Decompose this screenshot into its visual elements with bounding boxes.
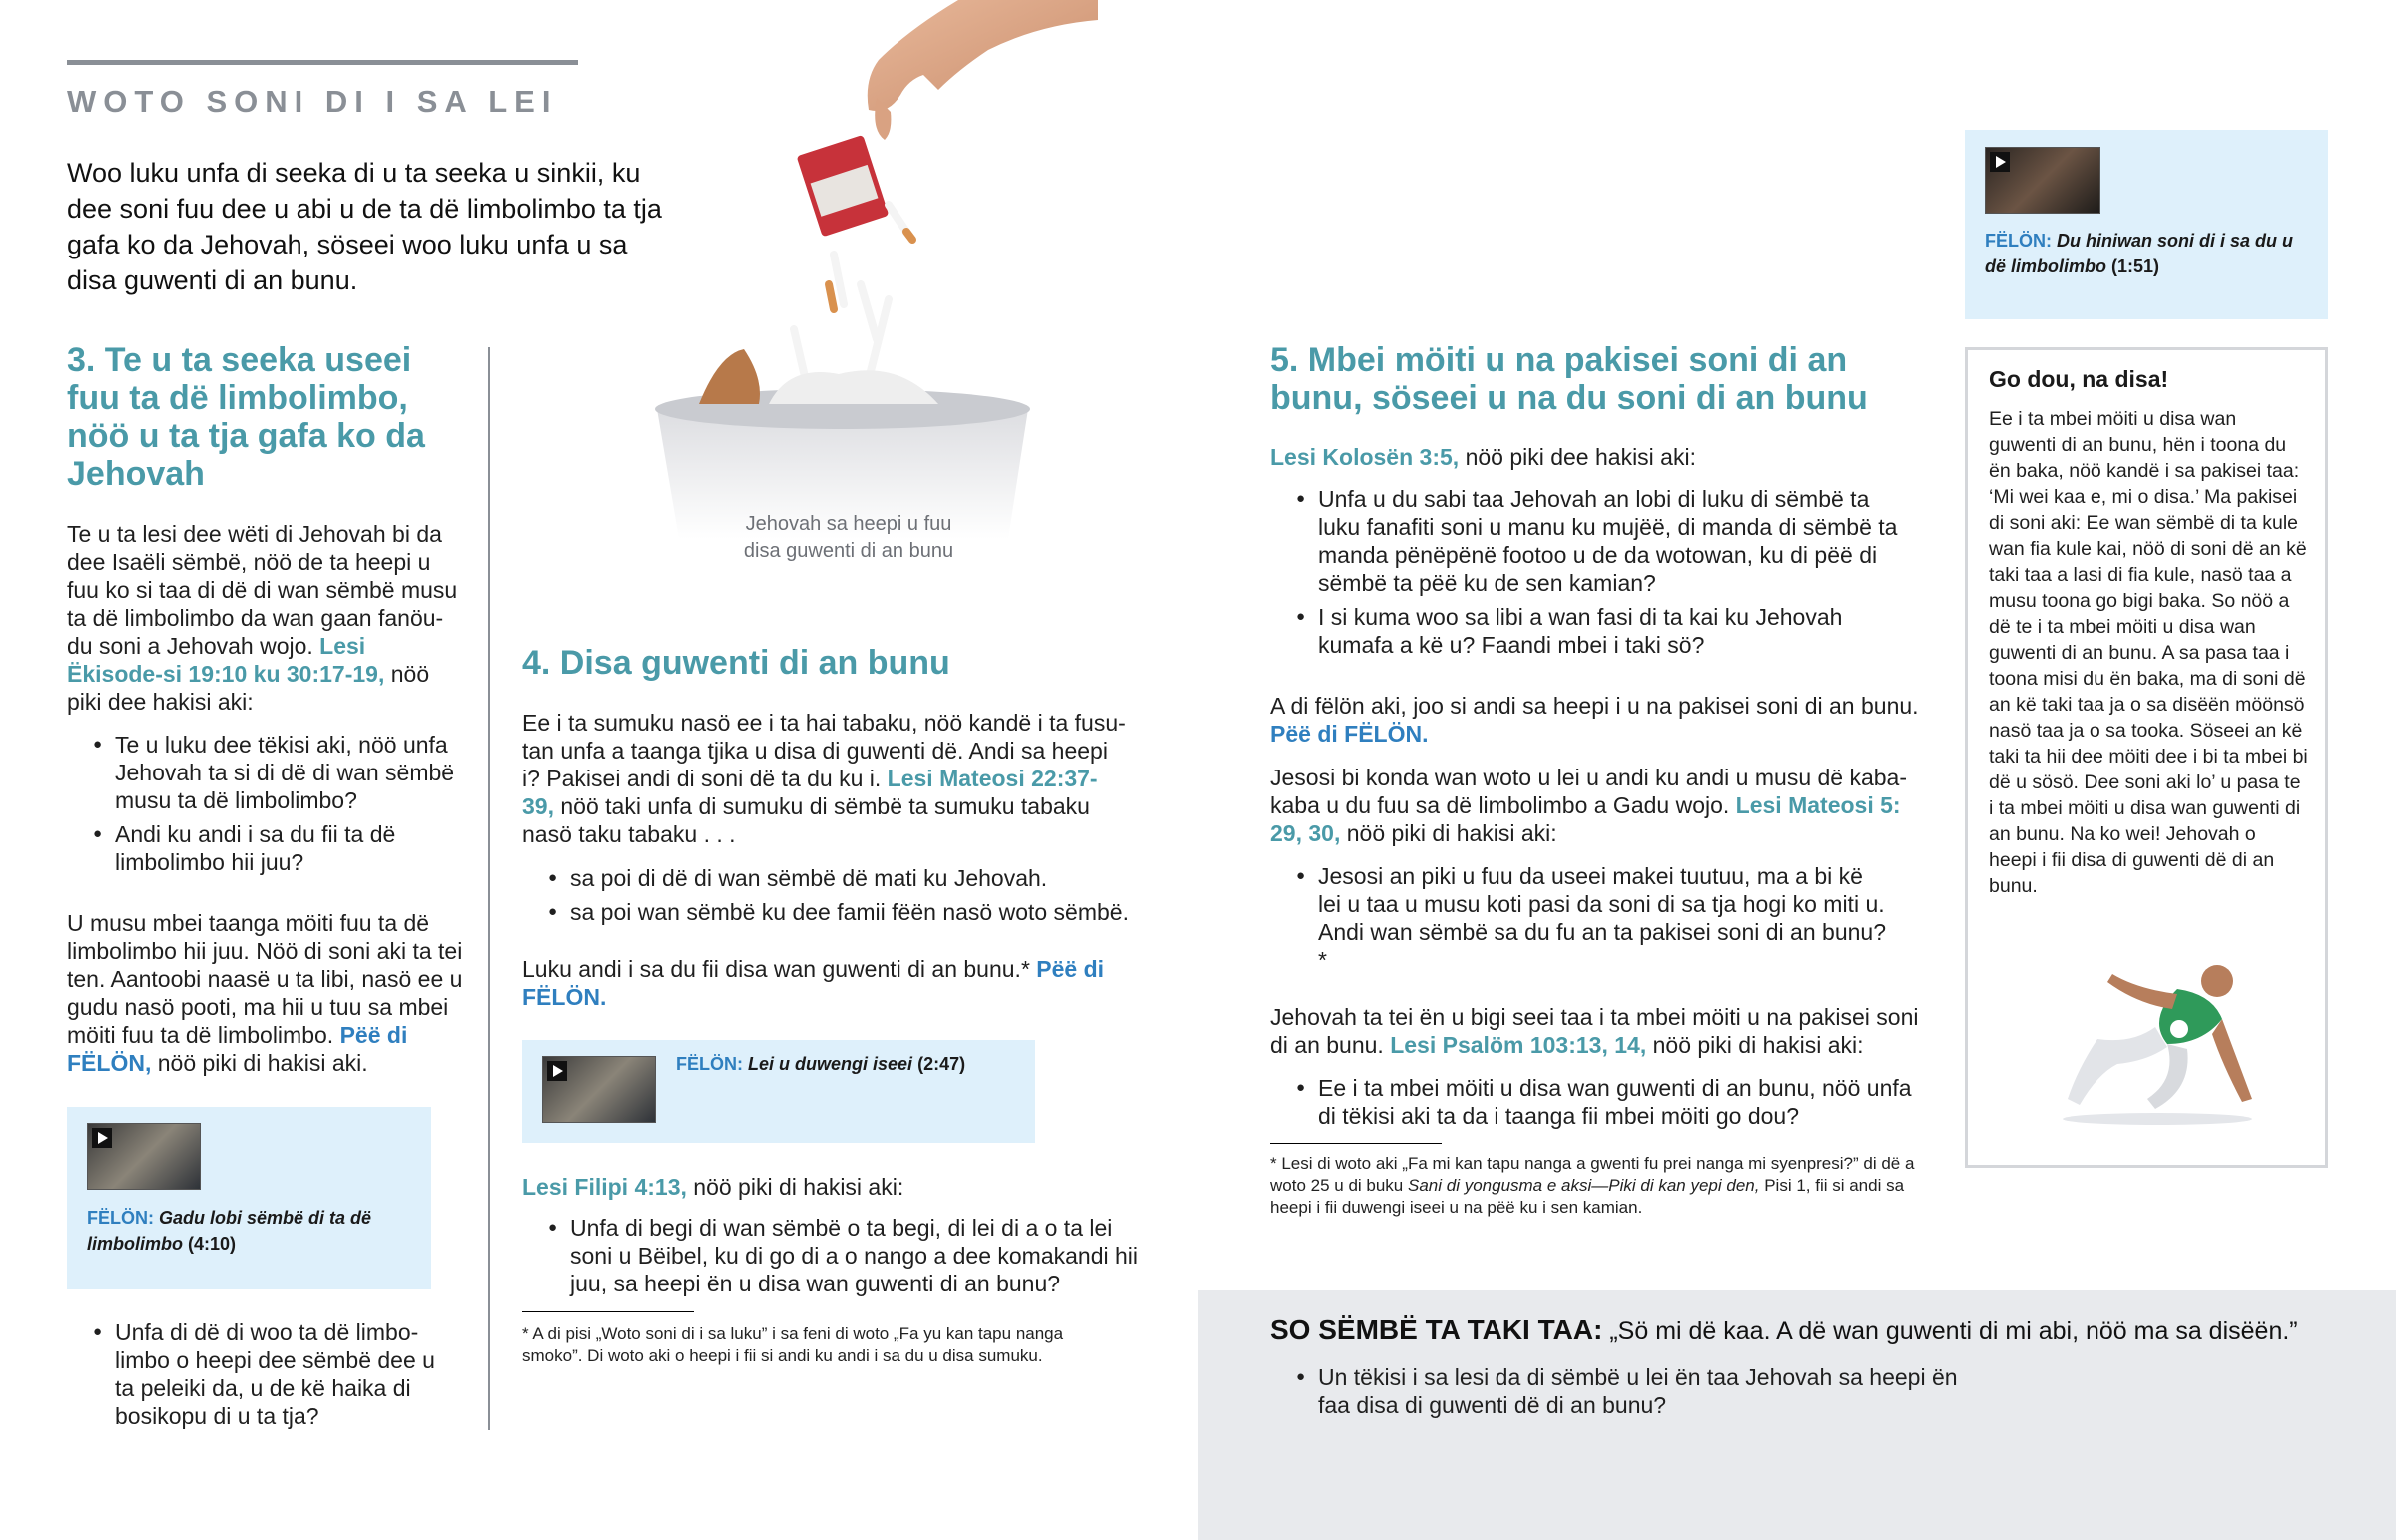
image-caption-line1: Jehovah sa heepi u fuu bbox=[745, 513, 952, 535]
section-3-questions bbox=[67, 731, 466, 882]
section-3-video-caption bbox=[87, 1205, 406, 1257]
section-5-ref-link-3[interactable]: Lesi Psalöm 103:13, 14, bbox=[1390, 1032, 1647, 1058]
section-5-ref1-tail: nöö piki dee hakisi aki: bbox=[1465, 444, 1696, 470]
section-4-question-1: ● sa poi di dë di wan sëmbë dë mati ku Jehovah. bbox=[522, 864, 1141, 892]
section-4-ref-link-2[interactable]: Lesi Filipi 4:13, bbox=[522, 1174, 687, 1200]
section-3-question-3: ● Unfa di dë di woo ta dë limbo-limbo o heepi dee sëmbë dee u ta peleiki da, u de kë haika di bosikopu di u ta tja? bbox=[67, 1318, 436, 1430]
section-3-paragraph-2 bbox=[67, 909, 466, 1077]
section-4-p1-tail: nöö taki unfa di sumuku di sëmbë ta sumuku tabaku nasö taku tabaku . . . bbox=[522, 793, 1090, 847]
section-3-p2: U musu mbei taanga möiti fuu ta dë limbolimbo hii juu. Nöö di soni aki ta tei ten. Aantoobi naasë u ta libi, nasö ee u gudu nasö pooti, ma hii u tuu sa mbei möiti fuu ta dë limbolimbo. bbox=[67, 910, 463, 1048]
sidebar-box bbox=[1965, 347, 2328, 1168]
image-caption-line2: disa guwenti di an bunu bbox=[743, 540, 954, 562]
section-4-ref-link[interactable]: Lesi Mateosi 22:37-39, bbox=[522, 766, 1098, 819]
section-4-video-box[interactable] bbox=[522, 1040, 1035, 1143]
section-4-p3-tail: nöö piki di hakisi aki: bbox=[693, 1174, 904, 1200]
section-5-paragraph-4 bbox=[1270, 1003, 1929, 1059]
runner-illustration bbox=[2028, 949, 2287, 1129]
video-label: FËLÖN: bbox=[87, 1208, 154, 1228]
section-3-video-link[interactable]: Pëë di FËLÖN, bbox=[67, 1022, 408, 1076]
video-label: FËLÖN: bbox=[1985, 231, 2052, 251]
section-3-video-thumbnail[interactable] bbox=[87, 1123, 201, 1190]
section-5-paragraph-2 bbox=[1270, 692, 1929, 748]
section-5-question-2: ● I si kuma woo sa libi a wan fasi di ta kai ku Jehovah kumafa a kë u? Faandi mbei i taki sö? bbox=[1270, 603, 1909, 659]
side-video-box[interactable] bbox=[1965, 130, 2328, 319]
section-5-question-4: ● Ee i ta mbei möiti u disa wan guwenti di an bunu, nöö unfa di tëkisi aki ta da i taanga fii mbei möiti go dou? bbox=[1270, 1074, 1929, 1130]
intro-text: Woo luku unfa di seeka di u ta seeka u sinkii, ku dee soni fuu dee u abi u de ta dë limbolimbo ta tja gafa ko da Jehovah, söseei woo luku unfa u sa disa guwenti di an bunu. bbox=[67, 158, 662, 295]
summary-label: SO SËMBË TA TAKI TAA: bbox=[1270, 1314, 1603, 1345]
section-label: WOTO SONI DI I SA LEI bbox=[67, 84, 558, 119]
section-4-question-2: ● sa poi wan sëmbë ku dee famii fëën nasö woto sëmbë. bbox=[522, 898, 1141, 926]
section-3-video-box[interactable] bbox=[67, 1107, 431, 1289]
section-4-last-question bbox=[522, 1214, 1141, 1303]
image-caption bbox=[699, 511, 998, 565]
section-4-p1: Ee i ta sumuku nasö ee i ta hai tabaku, nöö kandë i ta fusu-tan unfa a taanga tjika u disa di guwenti dë. Andi sa heepi i? Pakisei andi di soni dë ta du ku i. bbox=[522, 710, 1126, 791]
video-time: (1:51) bbox=[2111, 257, 2160, 276]
section-4-questions bbox=[522, 864, 1141, 932]
section-3-question-2: ● Andi ku andi i sa du fii ta dë limbolimbo hii juu? bbox=[67, 820, 466, 876]
summary-questions bbox=[1270, 1363, 1989, 1425]
section-3-last-question bbox=[67, 1318, 436, 1436]
section-5-footnote bbox=[1270, 1153, 1919, 1219]
video-time: (4:10) bbox=[188, 1234, 237, 1254]
section-5-p3: Jesosi bi konda wan woto u lei u andi ku andi u musu dë kaba-kaba u du fuu sa dë limbolimbo a Gadu wojo. bbox=[1270, 765, 1908, 818]
trash-illustration bbox=[639, 0, 1098, 539]
section-5-questions-1 bbox=[1270, 485, 1909, 665]
section-4-footnote: * A di pisi „Woto soni di i sa luku” i sa feni di woto „Fa yu kan tapu nanga smoko”. Di woto aki o heepi i fii si andi ku andi i sa du u disa sumuku. bbox=[522, 1324, 1064, 1365]
video-label: FËLÖN: bbox=[676, 1054, 743, 1074]
section-5-p4: Jehovah ta tei ën u bigi seei taa i ta mbei möiti u na pakisei soni di an bunu. bbox=[1270, 1004, 1919, 1058]
video-title: Lei u duwengi iseei bbox=[748, 1054, 913, 1074]
side-video-caption bbox=[1985, 228, 2314, 279]
video-title: Du hiniwan soni di i sa du u dë limbolimbo bbox=[1985, 231, 2294, 276]
section-4-paragraph bbox=[522, 709, 1126, 848]
play-icon[interactable] bbox=[1990, 152, 2010, 172]
section-3-paragraph bbox=[67, 520, 466, 716]
section-5-footnote-b: Pisi 1, fii si andi sa heepi i fii duwengi iseei u na pëë ku i sen kamian. bbox=[1270, 1176, 1905, 1217]
section-3-p1: Te u ta lesi dee wëti di Jehovah bi da dee Isaëli sëmbë, nöö de ta heepi u fuu ko si taa di dë di wan sëmbë musu ta dë limbolimbo da wan gaan fanöu-du soni a Jehovah wojo. bbox=[67, 521, 458, 659]
sidebar-title: Go dou, na disa! bbox=[1989, 366, 2169, 392]
summary-question: ● Un tëkisi i sa lesi da di sëmbë u lei ën taa Jehovah sa heepi ën faa disa di guwenti dë di an bunu? bbox=[1270, 1363, 1989, 1419]
section-3-question-1: ● Te u luku dee tëkisi aki, nöö unfa Jehovah ta si di dë di wan sëmbë musu ta dë limbolimbo? bbox=[67, 731, 466, 814]
column-divider bbox=[488, 347, 490, 1430]
section-4-footnote-rule bbox=[522, 1311, 694, 1312]
sidebar-text: Ee i ta mbei möiti u disa wan guwenti di an bunu, hën i toona du ën baka, nöö kandë i sa pakisei taa: ‘Mi wei kaa e, mi o disa.’ Ma pakisei di soni aki: Ee wan sëmbë di ta kule wan fia kule kai, nöö di soni dë an kë taki taa a lasi di fia kule, nasö taa a musu toona go bigi baka. So nöö a dë te i ta mbei möiti u disa wan guwenti di an bunu. A sa pasa taa i toona misi du ën baka, ma di soni dë an kë taki taa ja o sa disëën möönsö nasö taa ja o sa tooka. Söseei an kë taki ta hii dee möiti dee i bi ta mbei bi dë u sösö. Dee soni aki lo’ u pasa te i ta mbei möiti u disa wan guwenti di an bunu. Na ko wei! Jehovah o heepi i fii disa di guwenti dë di an bunu. bbox=[1989, 408, 2308, 897]
summary-band bbox=[1198, 1290, 2396, 1540]
section-5-heading: 5. Mbei möiti u na pakisei soni di an bunu, söseei u na du soni di an bunu bbox=[1270, 341, 1868, 417]
side-video-thumbnail[interactable] bbox=[1985, 147, 2100, 214]
section-3-p2-tail: nöö piki di hakisi aki. bbox=[157, 1050, 368, 1076]
section-4-video-link[interactable]: Pëë di FËLÖN. bbox=[522, 956, 1105, 1010]
section-3-heading: 3. Te u ta seeka useei fuu ta dë limbolimbo, nöö u ta tja gafa ko da Jehovah bbox=[67, 341, 425, 493]
section-3-p1-tail: nöö piki dee hakisi aki: bbox=[67, 661, 430, 715]
section-5-video-link[interactable]: Pëë di FËLÖN. bbox=[1270, 721, 1429, 747]
section-5-footnote-book: Sani di yongusma e aksi—Piki di kan yepi den, bbox=[1408, 1176, 1760, 1195]
section-5-ref-link-2[interactable]: Lesi Mateosi 5: 29, 30, bbox=[1270, 792, 1901, 846]
section-3-ref-link[interactable]: Lesi Ëkisode-si 19:10 ku 30:17-19, bbox=[67, 633, 385, 687]
section-5-p4-tail: nöö piki di hakisi aki: bbox=[1652, 1032, 1864, 1058]
section-4-video-thumbnail[interactable] bbox=[542, 1056, 656, 1123]
section-5-footnote-a: * Lesi di woto aki „Fa mi kan tapu nanga a gwenti fu prei nanga mi syenpresi?” di dë a woto 25 u di buku bbox=[1270, 1154, 1915, 1195]
play-icon[interactable] bbox=[92, 1128, 112, 1148]
video-title: Gadu lobi sëmbë di ta dë limbolimbo bbox=[87, 1208, 372, 1254]
section-5-questions-3 bbox=[1270, 1074, 1929, 1136]
section-4-paragraph-3 bbox=[522, 1173, 1121, 1201]
section-5-p3-tail: nöö piki di hakisi aki: bbox=[1346, 820, 1557, 846]
section-5-question-1: ● Unfa u du sabi taa Jehovah an lobi di luku di sëmbë ta luku fanafiti soni u manu ku mujëë, di manda di sëmbë ta manda pënëpënë footoo u de da wotowan, ku di pëë di sëmbë ta pëë ku de sen kamian? bbox=[1270, 485, 1909, 597]
section-4-heading: 4. Disa guwenti di an bunu bbox=[522, 644, 950, 682]
section-5-paragraph-3 bbox=[1270, 764, 1909, 847]
section-5-footnote-rule bbox=[1270, 1143, 1442, 1144]
section-4-paragraph-2 bbox=[522, 955, 1121, 1011]
video-time: (2:47) bbox=[917, 1054, 966, 1074]
summary-statement bbox=[1270, 1314, 2378, 1347]
section-5-p2: A di fëlön aki, joo si andi sa heepi i u na pakisei soni di an bunu. bbox=[1270, 693, 1919, 719]
section-4-video-caption bbox=[676, 1051, 1015, 1077]
section-4-p2: Luku andi i sa du fii disa wan guwenti di an bunu.* bbox=[522, 956, 1030, 982]
section-4-question-3: ● Unfa di begi di wan sëmbë o ta begi, di lei di a o ta lei soni u Bëibel, ku di go di a o nango a dee komakandi hii juu, sa heepi ën u disa wan guwenti di an bunu? bbox=[522, 1214, 1141, 1297]
section-5-question-3: ● Jesosi an piki u fuu da useei makei tuutuu, ma a bi kë lei u taa u musu koti pasi da soni di sa tja hogi ko miti u. Andi wan sëmbë sa du fu an ta pakisei soni di an bunu?* bbox=[1270, 862, 1889, 974]
header-rule bbox=[67, 60, 578, 65]
section-5-questions-2 bbox=[1270, 862, 1889, 980]
section-5-ref-line bbox=[1270, 443, 1929, 471]
summary-quote: „Sö mi dë kaa. A dë wan guwenti di mi abi, nöö ma sa disëën.” bbox=[1609, 1317, 2298, 1345]
section-5-ref-link-1[interactable]: Lesi Kolosën 3:5, bbox=[1270, 444, 1460, 470]
play-icon[interactable] bbox=[547, 1061, 567, 1081]
